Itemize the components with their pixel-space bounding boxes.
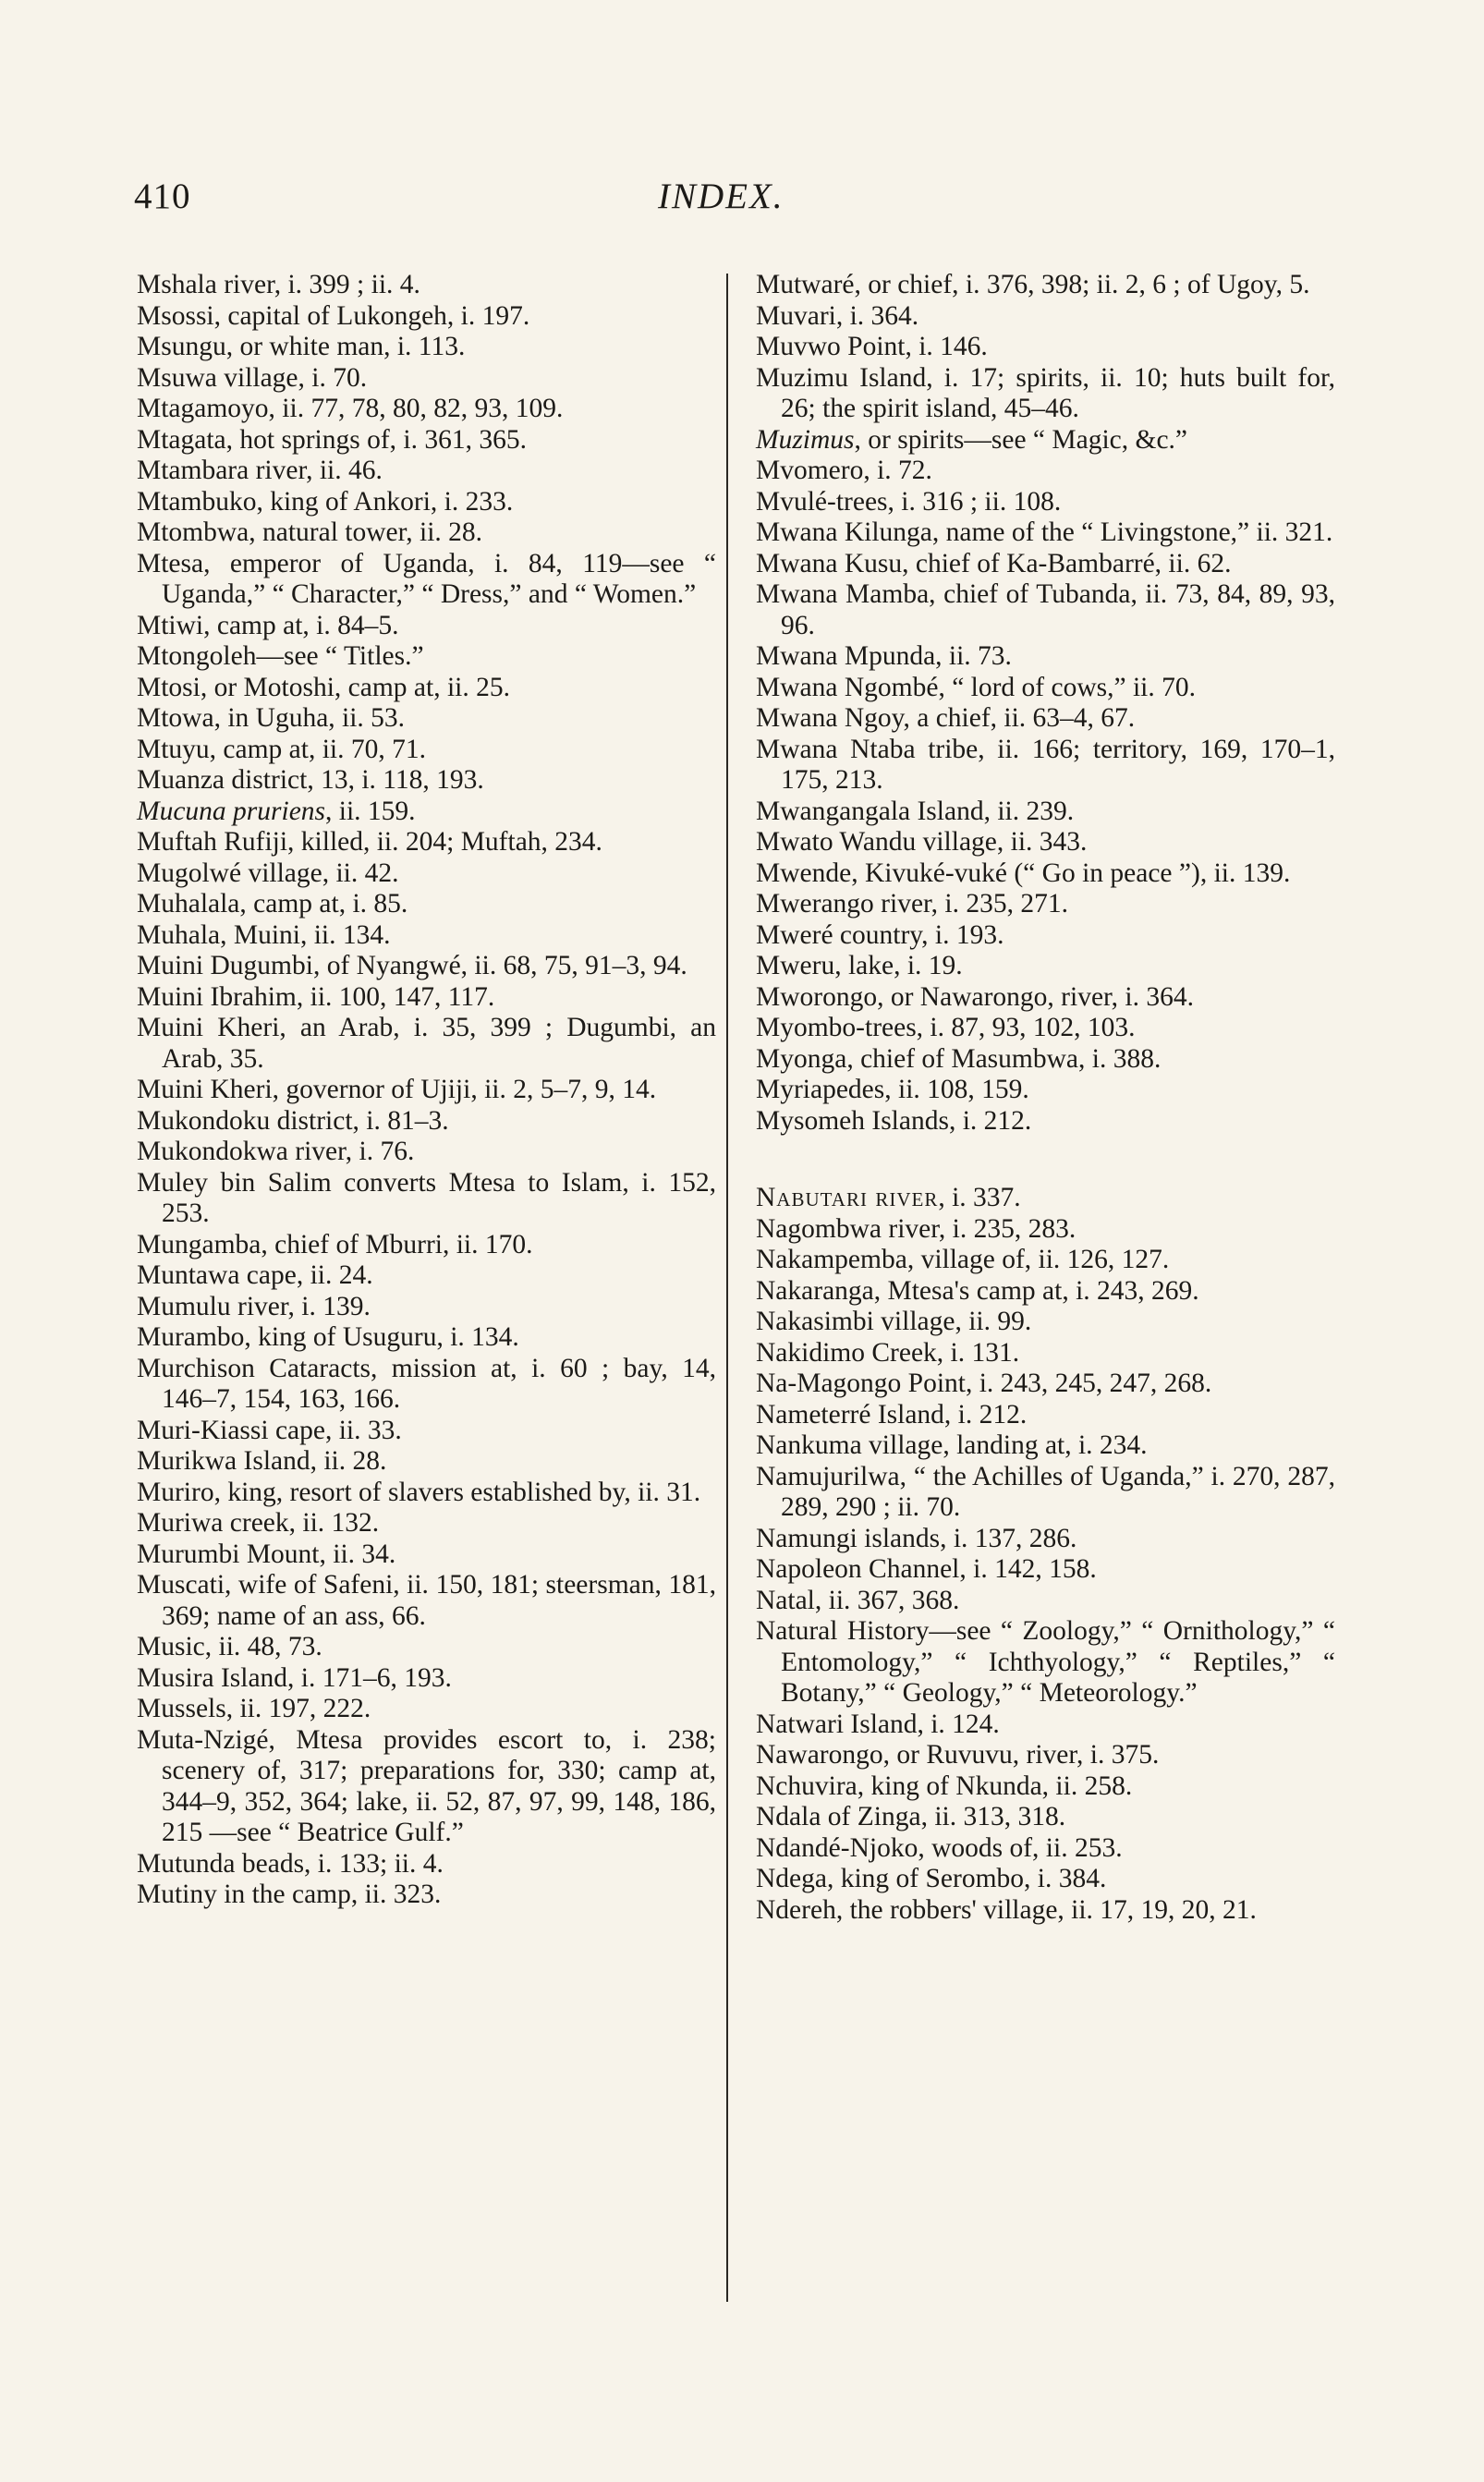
index-entry: [756, 425, 1335, 456]
index-entry: [756, 1740, 1335, 1771]
index-entry: [756, 1586, 1335, 1617]
index-entry-text: Mshala river, i. 399 ; ii. 4.: [137, 270, 420, 299]
index-entry-text: Mweru, lake, i. 19.: [756, 951, 963, 980]
index-entry-text: Music, ii. 48, 73.: [137, 1632, 322, 1661]
index-entry: [137, 641, 716, 673]
index-entry-text: Myombo-trees, i. 87, 93, 102, 103.: [756, 1013, 1136, 1042]
index-entry-text: Muini Dugumbi, of Nyangwé, ii. 68, 75, 91–3, 94.: [137, 951, 687, 980]
index-entry-text: Mtombwa, natural tower, ii. 28.: [137, 517, 483, 547]
index-entry-headword: Muzimus: [756, 424, 855, 455]
index-entry-text: Mwana Mamba, chief of Tubanda, ii. 73, 84, 89, 93, 96.: [756, 579, 1335, 640]
index-entry: [137, 270, 716, 301]
index-entry: [756, 1245, 1335, 1276]
index-column-right: [756, 270, 1335, 1926]
index-entry: [756, 735, 1335, 797]
index-entry-text: Natal, ii. 367, 368.: [756, 1585, 960, 1615]
index-entry-text: Mweré country, i. 193.: [756, 919, 1004, 950]
index-entry-text: Mtambara river, ii. 46.: [137, 456, 383, 485]
index-entry: [137, 332, 716, 363]
index-entry-text: Mumulu river, i. 139.: [137, 1291, 371, 1321]
index-entry: [137, 797, 716, 828]
index-entry-text: Msungu, or white man, i. 113.: [137, 332, 466, 361]
index-entry: [756, 1183, 1335, 1214]
index-entry-text: Mvomero, i. 72.: [756, 456, 932, 485]
index-entry: [137, 1106, 716, 1138]
index-entry: [137, 1632, 716, 1663]
index-entry-text: Muriwa creek, ii. 132.: [137, 1508, 380, 1538]
index-entry: [756, 1833, 1335, 1865]
index-entry: [756, 827, 1335, 858]
index-entry-text: Nawarongo, or Ruvuvu, river, i. 375.: [756, 1740, 1160, 1770]
index-entry-text: Nakaranga, Mtesa's camp at, i. 243, 269.: [756, 1275, 1199, 1306]
index-entry: [756, 951, 1335, 982]
index-entry-text: Muscati, wife of Safeni, ii. 150, 181; steersman, 181, 369; name of an ass, 66.: [137, 1570, 716, 1631]
index-entry-text: Nagombwa river, i. 235, 283.: [756, 1213, 1077, 1244]
column-divider: [726, 274, 728, 2302]
index-entry: [756, 982, 1335, 1014]
index-entry-text: Nankuma village, landing at, i. 234.: [756, 1430, 1148, 1460]
index-entry: [137, 951, 716, 982]
index-entry: [137, 1230, 716, 1261]
index-entry: [756, 797, 1335, 828]
index-entry-text: Ndereh, the robbers' village, ii. 17, 19, 20, 21.: [756, 1894, 1257, 1925]
index-entry-text: Muriro, king, resort of slavers established by, ii. 31.: [137, 1477, 701, 1507]
index-entry-text: Mworongo, or Nawarongo, river, i. 364.: [756, 981, 1195, 1012]
index-entry: [756, 1214, 1335, 1246]
index-entry-text: Napoleon Channel, i. 142, 158.: [756, 1554, 1097, 1584]
index-entry-text: Namungi islands, i. 137, 286.: [756, 1523, 1077, 1553]
index-entry-text: Natural History—see “ Zoology,” “ Ornithology,” “ Entomology,” “ Ichthyology,” “ Reptiles,” “ Botany,” “ Geology,” “ Meteorology.”: [756, 1616, 1335, 1708]
index-entry-text: Muta-Nzigé, Mtesa provides escort to, i. 238; scenery of, 317; preparations for, 330; camp at, 344–9, 352, 364; lake, ii. 52, 87, 97, 99, 148, 186, 215 —see “ Beatrice Gulf.”: [137, 1724, 716, 1847]
index-entry-text: Myriapedes, ii. 108, 159.: [756, 1075, 1029, 1104]
section-gap: [756, 1137, 1335, 1183]
index-entry-text: Natwari Island, i. 124.: [756, 1709, 1000, 1739]
index-entry-text: Muanza district, 13, i. 118, 193.: [137, 765, 484, 795]
index-entry: [756, 1895, 1335, 1927]
index-entry-text: Na-Magongo Point, i. 243, 245, 247, 268.: [756, 1369, 1212, 1398]
index-entry-text: Mutiny in the camp, ii. 323.: [137, 1880, 442, 1909]
index-entry-text: Mtuyu, camp at, ii. 70, 71.: [137, 734, 426, 764]
index-entry: [756, 703, 1335, 735]
index-entry-text: Mussels, ii. 197, 222.: [137, 1694, 371, 1723]
index-entry: [756, 1075, 1335, 1106]
index-entry: [756, 487, 1335, 518]
index-entry: [756, 1430, 1335, 1462]
index-entry: [756, 1616, 1335, 1709]
index-entry-text: Namujurilwa, “ the Achilles of Uganda,” i. 270, 287, 289, 290 ; ii. 70.: [756, 1461, 1335, 1522]
index-entry: [756, 332, 1335, 363]
index-entry: [137, 1013, 716, 1075]
index-entry: [756, 1307, 1335, 1338]
index-entry-text: Mtongoleh—see “ Titles.”: [137, 641, 424, 671]
index-entry: [137, 1075, 716, 1106]
index-entry: [756, 363, 1335, 425]
index-entry: [137, 1446, 716, 1478]
index-entry-text: Muini Ibrahim, ii. 100, 147, 117.: [137, 981, 495, 1012]
index-entry-text: Myonga, chief of Masumbwa, i. 388.: [756, 1043, 1162, 1074]
index-entry: [137, 1694, 716, 1725]
index-entry-text: Murumbi Mount, ii. 34.: [137, 1539, 396, 1569]
index-entry-text: Mtowa, in Uguha, ii. 53.: [137, 703, 406, 733]
index-entry: [137, 1354, 716, 1416]
index-entry: [137, 1416, 716, 1447]
index-entry: [137, 1478, 716, 1509]
index-entry: [137, 611, 716, 642]
index-entry: [137, 1539, 716, 1571]
index-entry: [137, 827, 716, 858]
index-entry: [137, 1322, 716, 1354]
index-entry-text: Mtiwi, camp at, i. 84–5.: [137, 610, 399, 640]
index-entry-text: Nakidimo Creek, i. 131.: [756, 1337, 1020, 1368]
index-entry: [137, 394, 716, 425]
index-entry: [137, 456, 716, 487]
index-entry: [756, 517, 1335, 549]
index-entry: [137, 517, 716, 549]
index-entry-text: Murikwa Island, ii. 28.: [137, 1446, 387, 1476]
index-entry-text: Mtagamoyo, ii. 77, 78, 80, 82, 93, 109.: [137, 394, 564, 423]
index-entry: [137, 1292, 716, 1323]
index-entry-text: Mutwaré, or chief, i. 376, 398; ii. 2, 6 ; of Ugoy, 5.: [756, 270, 1310, 299]
index-entry-text: Nakasimbi village, ii. 99.: [756, 1307, 1032, 1336]
index-entry-text: Mwana Kusu, chief of Ka-Bambarré, ii. 62.: [756, 548, 1232, 578]
index-entry: [137, 301, 716, 333]
index-entry-text: Muzimu Island, i. 17; spirits, ii. 10; huts built for, 26; the spirit island, 45–46.: [756, 362, 1335, 423]
index-entry: [756, 1771, 1335, 1803]
index-entry-text: Mungamba, chief of Mburri, ii. 170.: [137, 1229, 533, 1259]
index-entry: [756, 579, 1335, 641]
index-entry: [137, 673, 716, 704]
index-entry-text: Mutunda beads, i. 133; ii. 4.: [137, 1848, 444, 1879]
index-entry: [137, 982, 716, 1014]
index-entry: [137, 1880, 716, 1911]
index-entry-text: Mwende, Kivuké-vuké (“ Go in peace ”), ii. 139.: [756, 858, 1291, 888]
index-entry-text: Ndega, king of Serombo, i. 384.: [756, 1864, 1107, 1893]
index-entry: [756, 1106, 1335, 1138]
index-entry: [137, 363, 716, 395]
index-entry: [756, 920, 1335, 952]
index-entry: [756, 641, 1335, 673]
index-entry-text: Muri-Kiassi cape, ii. 33.: [137, 1415, 402, 1445]
index-entry-text: Muhalala, camp at, i. 85.: [137, 889, 408, 919]
index-entry: [756, 1462, 1335, 1524]
index-entry: [137, 765, 716, 797]
index-entry-text: Mysomeh Islands, i. 212.: [756, 1105, 1032, 1136]
index-entry-text: , ii. 159.: [325, 796, 416, 826]
index-entry: [137, 1137, 716, 1168]
index-entry: [756, 270, 1335, 301]
index-entry: [137, 549, 716, 611]
index-entry: [137, 735, 716, 766]
index-entry: [756, 889, 1335, 920]
index-entry: [756, 1013, 1335, 1044]
index-entry: [137, 1725, 716, 1849]
index-entry-text: Mtosi, or Motoshi, camp at, ii. 25.: [137, 672, 510, 702]
index-entry-text: Mtambuko, king of Ankori, i. 233.: [137, 486, 514, 517]
index-entry: [756, 1044, 1335, 1076]
index-entry-text: Mwato Wandu village, ii. 343.: [756, 827, 1088, 857]
index-entry: [756, 301, 1335, 333]
index-entry: [137, 1663, 716, 1695]
index-entry: [756, 1802, 1335, 1833]
index-entry-text: Mwerango river, i. 235, 271.: [756, 889, 1068, 919]
index-entry-text: Ndala of Zinga, ii. 313, 318.: [756, 1802, 1066, 1831]
index-entry: [756, 456, 1335, 487]
index-entry-text: Mwana Kilunga, name of the “ Livingstone,” ii. 321.: [756, 517, 1333, 547]
index-entry-text: Murchison Cataracts, mission at, i. 60 ; bay, 14, 146–7, 154, 163, 166.: [137, 1353, 716, 1414]
index-entry-text: Muvwo Point, i. 146.: [756, 332, 988, 361]
index-entry-text: Mvulé-trees, i. 316 ; ii. 108.: [756, 486, 1062, 517]
index-entry: [756, 1524, 1335, 1555]
index-entry: [756, 1400, 1335, 1431]
index-entry-text: , or spirits—see “ Magic, &c.”: [854, 424, 1187, 455]
index-entry-text: Msuwa village, i. 70.: [137, 362, 368, 393]
index-entry: [137, 1508, 716, 1539]
index-entry-text: Mukondoku district, i. 81–3.: [137, 1105, 449, 1136]
index-entry: [137, 1260, 716, 1292]
index-entry-text: Nakampemba, village of, ii. 126, 127.: [756, 1245, 1170, 1274]
running-head: INDEX.: [658, 176, 785, 216]
index-entry: [137, 487, 716, 518]
index-entry-text: Mwana Ngombé, “ lord of cows,” ii. 70.: [756, 672, 1196, 702]
index-entry: [137, 1849, 716, 1880]
index-entry: [137, 1570, 716, 1632]
page-number: 410: [134, 176, 191, 216]
index-entry-text: Nchuvira, king of Nkunda, ii. 258.: [756, 1770, 1133, 1801]
index-entry-text: Muhala, Muini, ii. 134.: [137, 919, 391, 950]
index-entry-text: Mtesa, emperor of Uganda, i. 84, 119—see “ Uganda,” “ Character,” “ Dress,” and “ Women.”: [137, 548, 716, 609]
index-entry-text: Mukondokwa river, i. 76.: [137, 1137, 415, 1166]
index-entry-text: Mwangangala Island, ii. 239.: [756, 796, 1075, 826]
index-entry-text: Muftah Rufiji, killed, ii. 204; Muftah, 234.: [137, 827, 602, 857]
index-entry-headword: Nabutari river: [756, 1183, 939, 1212]
index-entry: [756, 1709, 1335, 1741]
index-entry: [137, 889, 716, 920]
index-entry-text: Muntawa cape, ii. 24.: [137, 1260, 373, 1290]
index-entry-text: Muvari, i. 364.: [756, 300, 919, 331]
index-entry-text: Muley bin Salim converts Mtesa to Islam, i. 152, 253.: [137, 1167, 716, 1228]
index-entry-text: Mtagata, hot springs of, i. 361, 365.: [137, 424, 527, 455]
index-entry-text: Mwana Mpunda, ii. 73.: [756, 641, 1012, 671]
index-entry-text: Mwana Ntaba tribe, ii. 166; territory, 169, 170–1, 175, 213.: [756, 734, 1335, 795]
index-entry-text: Mwana Ngoy, a chief, ii. 63–4, 67.: [756, 703, 1136, 733]
index-entry-text: Nameterré Island, i. 212.: [756, 1399, 1028, 1430]
index-entry-text: , i. 337.: [938, 1183, 1021, 1212]
index-entry: [756, 1554, 1335, 1586]
index-entry: [756, 673, 1335, 704]
index-entry-text: Msossi, capital of Lukongeh, i. 197.: [137, 300, 530, 331]
index-entry-text: Muini Kheri, governor of Ujiji, ii. 2, 5–7, 9, 14.: [137, 1075, 657, 1104]
index-entry: [756, 1338, 1335, 1369]
index-entry: [137, 425, 716, 456]
index-entry: [137, 1168, 716, 1230]
index-entry-text: Murambo, king of Usuguru, i. 134.: [137, 1322, 519, 1352]
index-entry-headword: Mucuna pruriens: [137, 796, 326, 826]
index-entry: [756, 1864, 1335, 1895]
index-entry: [756, 858, 1335, 890]
index-entry-text: Muini Kheri, an Arab, i. 35, 399 ; Dugumbi, an Arab, 35.: [137, 1013, 716, 1074]
index-entry: [137, 858, 716, 890]
index-column-left: [137, 270, 716, 1911]
index-entry: [137, 920, 716, 952]
index-entry-text: Ndandé-Njoko, woods of, ii. 253.: [756, 1832, 1123, 1863]
index-entry: [137, 703, 716, 735]
index-entry: [756, 1369, 1335, 1400]
index-entry-text: Musira Island, i. 171–6, 193.: [137, 1662, 452, 1693]
index-entry: [756, 549, 1335, 580]
index-entry: [756, 1276, 1335, 1308]
index-entry-text: Mugolwé village, ii. 42.: [137, 858, 399, 888]
